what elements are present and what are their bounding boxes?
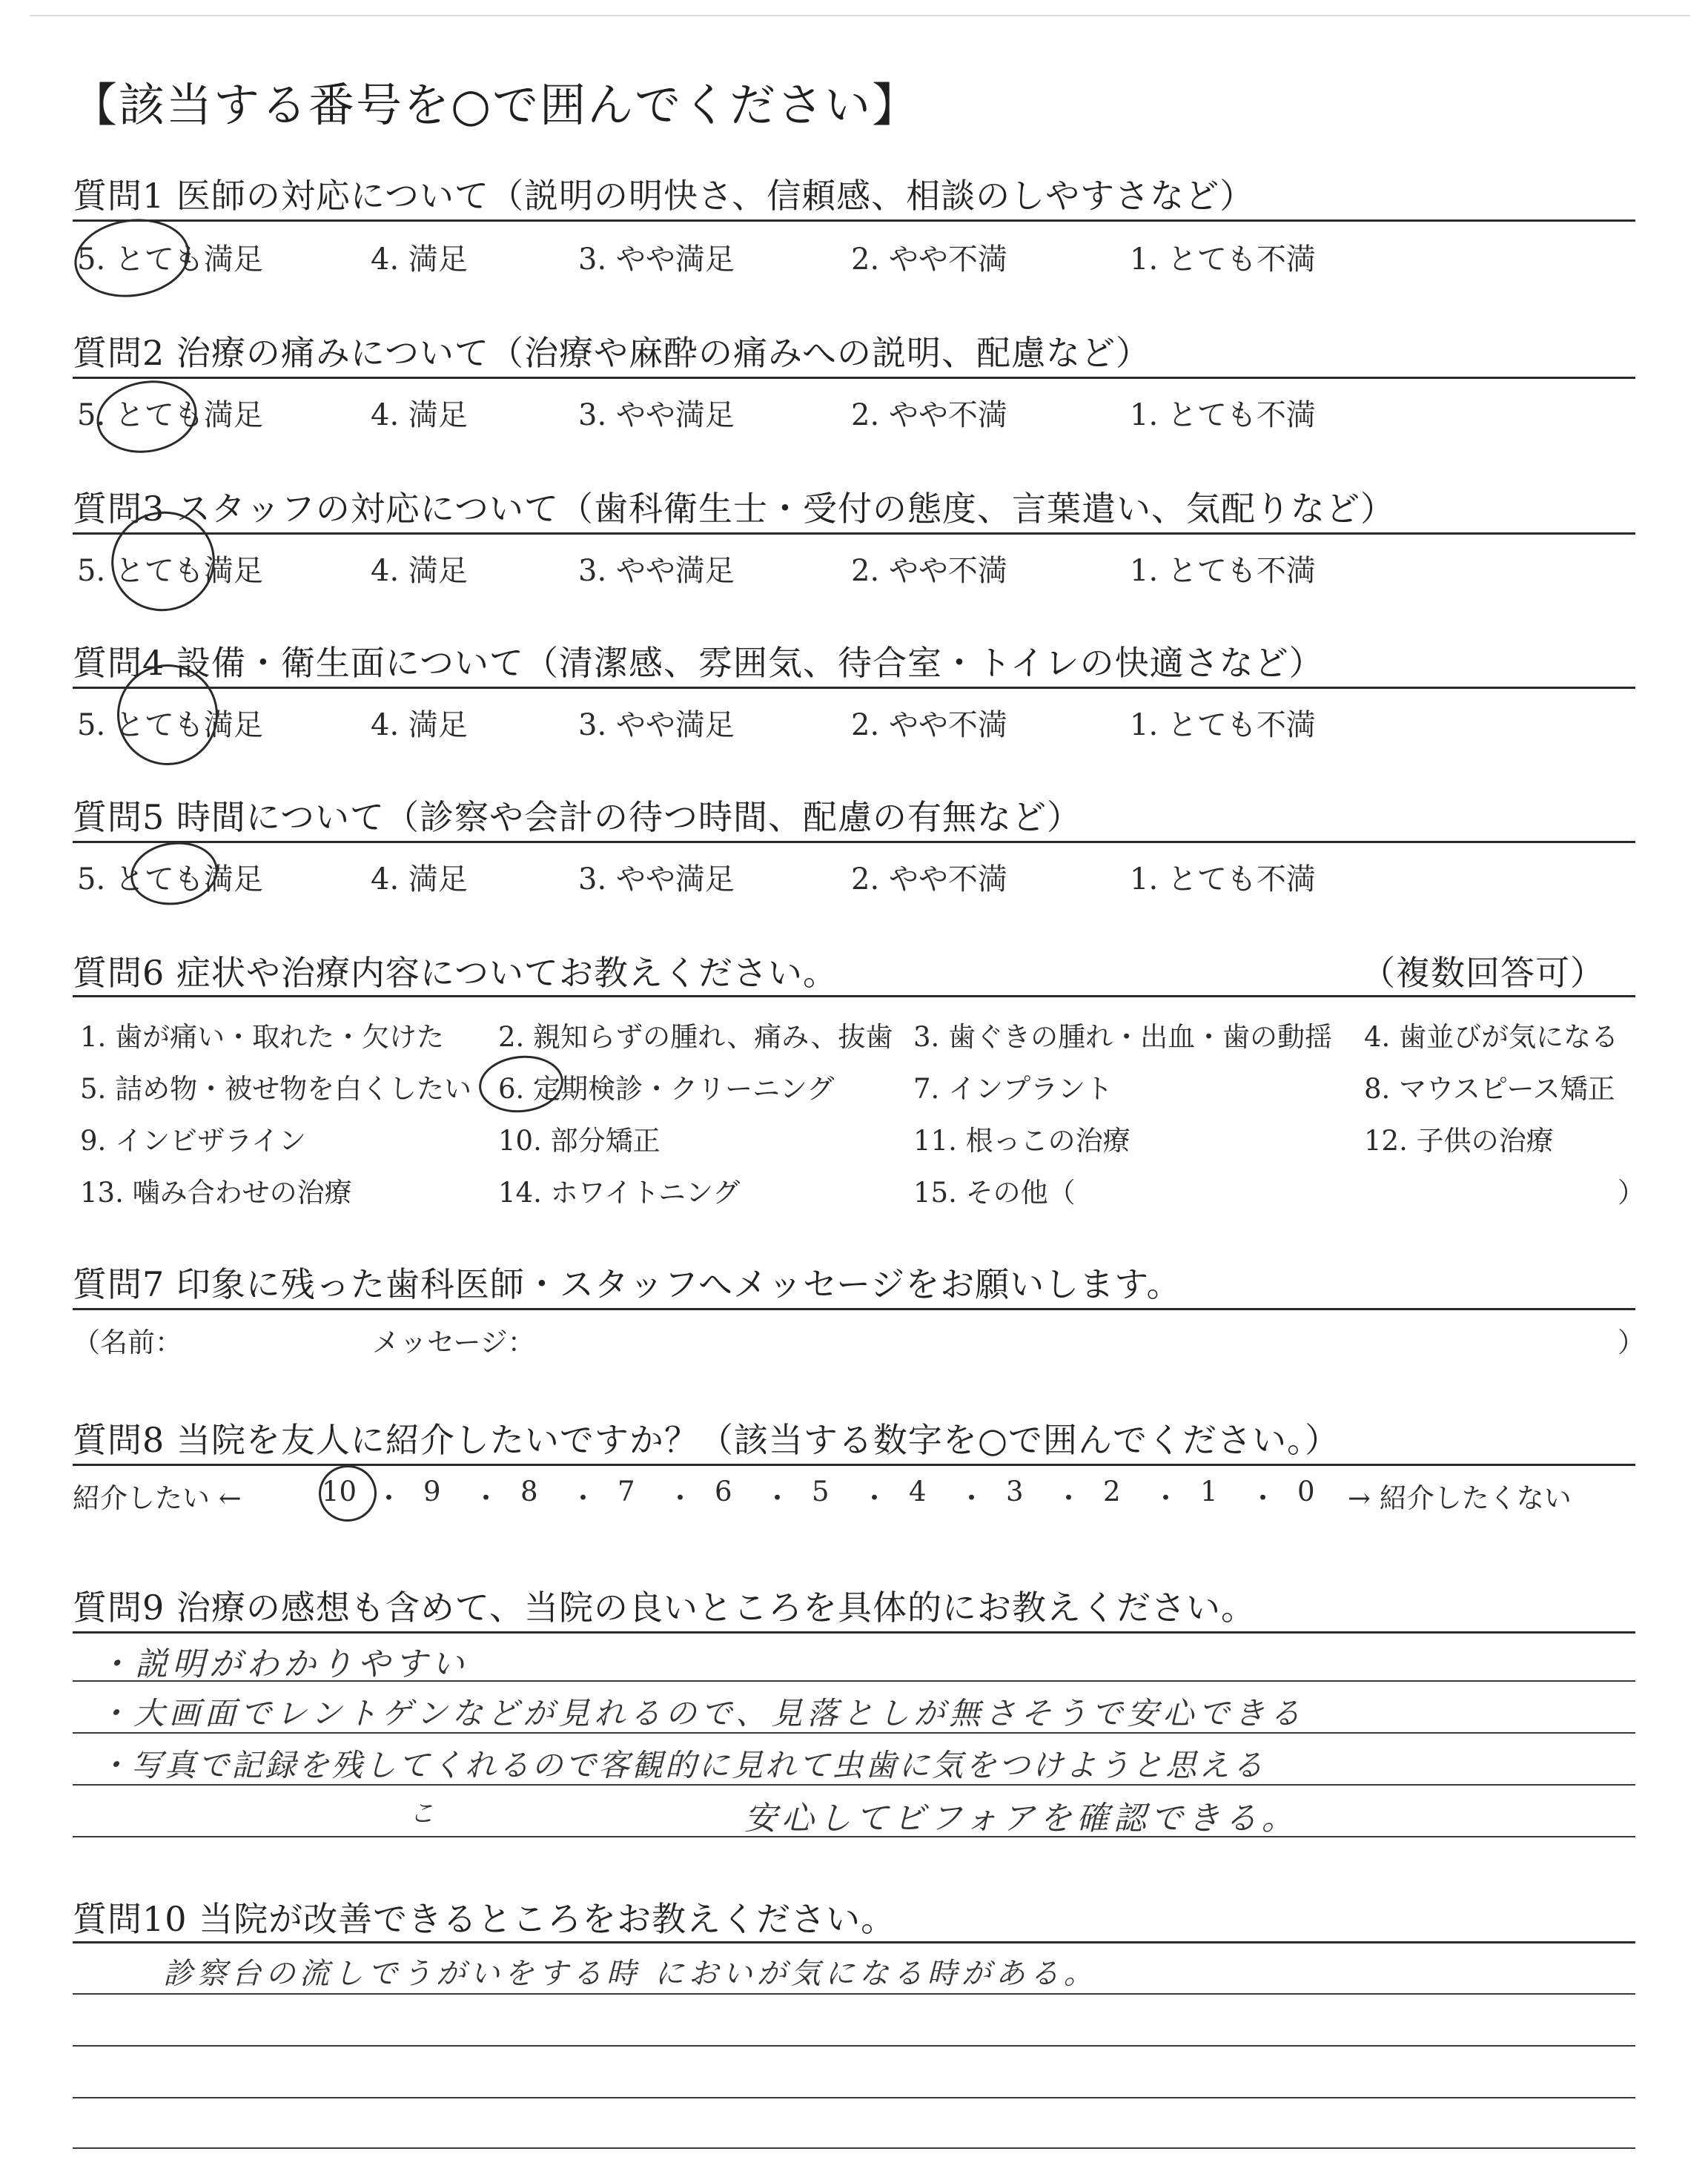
q6-item-14[interactable]: 14. ホワイトニング bbox=[498, 1177, 741, 1209]
q6-title: 質問6 症状や治療内容についてお教えください。 bbox=[73, 953, 838, 993]
q8-scale-value-3[interactable]: 3 bbox=[1006, 1476, 1024, 1507]
q9-answer-4: こ bbox=[409, 1799, 439, 1829]
q8-scale-separator: ・ bbox=[1055, 1482, 1082, 1514]
q3-option-2[interactable]: 2. やや不満 bbox=[851, 554, 1007, 588]
q6-item-8[interactable]: 8. マウスピース矯正 bbox=[1364, 1073, 1615, 1105]
q7-rule bbox=[73, 1308, 1635, 1310]
q6-item-3[interactable]: 3. 歯ぐきの腫れ・出血・歯の動揺 bbox=[913, 1021, 1333, 1053]
q9-answer-1: ・説明がわかりやすい bbox=[98, 1645, 469, 1683]
q6-item-6[interactable]: 6. 定期検診・クリーニング bbox=[498, 1073, 835, 1105]
q5-option-4[interactable]: 4. 満足 bbox=[371, 862, 468, 896]
q6-multiple-note: （複数回答可） bbox=[1361, 953, 1605, 993]
q8-scale-value-4[interactable]: 4 bbox=[909, 1476, 927, 1507]
q8-scale-value-5[interactable]: 5 bbox=[812, 1476, 830, 1507]
q4-option-2[interactable]: 2. やや不満 bbox=[851, 708, 1007, 742]
q2-selection-circle bbox=[91, 373, 203, 460]
q8-rule bbox=[73, 1464, 1635, 1466]
q9-title: 質問9 治療の感想も含めて、当院の良いところを具体的にお教えください。 bbox=[73, 1588, 1256, 1628]
q1-option-1[interactable]: 1. とても不満 bbox=[1130, 242, 1316, 277]
q10-rule-2 bbox=[73, 1993, 1635, 1995]
q5-selection-circle bbox=[127, 836, 222, 911]
q7-close: ） bbox=[1618, 1327, 1645, 1358]
q8-right-label: → 紹介したくない bbox=[1348, 1482, 1572, 1514]
q10-rule-3 bbox=[73, 2045, 1635, 2047]
q9-answer-5: 安心してビフォアを確認できる。 bbox=[744, 1800, 1299, 1837]
q6-rule bbox=[73, 995, 1635, 997]
q6-item-15-close: ） bbox=[1618, 1177, 1645, 1209]
q8-scale-value-2[interactable]: 2 bbox=[1103, 1476, 1121, 1507]
q4-option-4[interactable]: 4. 満足 bbox=[371, 708, 468, 742]
q9-rule-1 bbox=[73, 1631, 1635, 1634]
q1-option-5[interactable]: 5. とても満足 bbox=[77, 242, 263, 277]
q5-option-2[interactable]: 2. やや不満 bbox=[851, 862, 1007, 896]
instructions-header: 【該当する番号を○で囲んでください】 bbox=[71, 78, 920, 132]
q2-option-2[interactable]: 2. やや不満 bbox=[851, 398, 1007, 432]
q8-scale-value-6[interactable]: 6 bbox=[715, 1476, 732, 1507]
q8-scale-separator: ・ bbox=[666, 1482, 694, 1514]
q3-option-3[interactable]: 3. やや満足 bbox=[578, 554, 735, 588]
q2-option-4[interactable]: 4. 満足 bbox=[371, 398, 468, 432]
top-border bbox=[30, 15, 1690, 16]
q8-scale-separator: ・ bbox=[569, 1482, 597, 1514]
q7-title: 質問7 印象に残った歯科医師・スタッフへメッセージをお願いします。 bbox=[73, 1264, 1182, 1304]
q8-title: 質問8 当院を友人に紹介したいですか？（該当する数字を○で囲んでください。） bbox=[73, 1420, 1340, 1460]
q9-answer-2: ・大画面でレントゲンなどが見れるので、見落としが無さそうで安心できる bbox=[98, 1695, 1305, 1731]
q4-option-3[interactable]: 3. やや満足 bbox=[578, 708, 735, 742]
q1-option-2[interactable]: 2. やや不満 bbox=[851, 242, 1007, 277]
q8-selection-circle bbox=[314, 1461, 381, 1526]
q6-item-2[interactable]: 2. 親知らずの腫れ、痛み、抜歯 bbox=[498, 1021, 893, 1053]
q7-message-label: メッセージ： bbox=[372, 1327, 535, 1358]
q10-rule-1 bbox=[73, 1941, 1635, 1943]
q8-scale-separator: ・ bbox=[472, 1482, 500, 1514]
q8-scale-value-1[interactable]: 1 bbox=[1200, 1476, 1218, 1507]
q10-title: 質問10 当院が改善できるところをお教えください。 bbox=[73, 1899, 896, 1939]
q2-rule bbox=[73, 377, 1635, 379]
q1-selection-circle bbox=[70, 212, 195, 305]
q8-left-label: 紹介したい ← bbox=[73, 1482, 242, 1514]
q8-scale-value-10[interactable]: 10 bbox=[322, 1476, 357, 1507]
q4-title: 質問4 設備・衛生面について（清潔感、雰囲気、待合室・トイレの快適さなど） bbox=[73, 643, 1324, 683]
q1-title: 質問1 医師の対応について（説明の明快さ、信頼感、相談のしやすさなど） bbox=[73, 176, 1255, 216]
q3-option-5[interactable]: 5. とても満足 bbox=[77, 554, 263, 588]
q4-option-5[interactable]: 5. とても満足 bbox=[77, 708, 263, 742]
q6-item-15[interactable]: 15. その他（ bbox=[913, 1177, 1076, 1209]
q1-option-3[interactable]: 3. やや満足 bbox=[578, 242, 735, 277]
q8-scale-separator: ・ bbox=[1152, 1482, 1179, 1514]
q5-title: 質問5 時間について（診察や会計の待つ時間、配慮の有無など） bbox=[73, 797, 1082, 837]
q3-option-4[interactable]: 4. 満足 bbox=[371, 554, 468, 588]
q6-item-1[interactable]: 1. 歯が痛い・取れた・欠けた bbox=[80, 1021, 445, 1053]
q8-scale-separator: ・ bbox=[861, 1482, 888, 1514]
q6-selection-circle bbox=[476, 1051, 566, 1117]
q1-option-4[interactable]: 4. 満足 bbox=[371, 242, 468, 277]
q3-title: 質問3 スタッフの対応について（歯科衛生士・受付の態度、言葉遣い、気配りなど） bbox=[73, 489, 1395, 529]
q5-option-1[interactable]: 1. とても不満 bbox=[1130, 862, 1316, 896]
q2-option-1[interactable]: 1. とても不満 bbox=[1130, 398, 1316, 432]
q4-option-1[interactable]: 1. とても不満 bbox=[1130, 708, 1316, 742]
q5-option-3[interactable]: 3. やや満足 bbox=[578, 862, 735, 896]
q2-title: 質問2 治療の痛みについて（治療や麻酔の痛みへの説明、配慮など） bbox=[73, 333, 1151, 373]
q8-scale-separator: ・ bbox=[764, 1482, 791, 1514]
q2-option-3[interactable]: 3. やや満足 bbox=[578, 398, 735, 432]
q8-scale-separator: ・ bbox=[1249, 1482, 1277, 1514]
q3-rule bbox=[73, 532, 1635, 535]
q8-scale-value-9[interactable]: 9 bbox=[423, 1476, 441, 1507]
q8-scale-value-8[interactable]: 8 bbox=[520, 1476, 538, 1507]
q2-option-5[interactable]: 5. とても満足 bbox=[77, 398, 263, 432]
q8-scale-separator: ・ bbox=[375, 1482, 403, 1514]
q8-scale bbox=[322, 1476, 1315, 1514]
q5-option-5[interactable]: 5. とても満足 bbox=[77, 862, 263, 896]
q7-name-label: （名前： bbox=[73, 1327, 182, 1358]
q8-scale-value-7[interactable]: 7 bbox=[618, 1476, 635, 1507]
q4-rule bbox=[73, 687, 1635, 689]
q6-item-4[interactable]: 4. 歯並びが気になる bbox=[1364, 1021, 1619, 1053]
q3-option-1[interactable]: 1. とても不満 bbox=[1130, 554, 1316, 588]
q9-answer-3: ・写真で記録を残してくれるので客観的に見れて虫歯に気をつけようと思える bbox=[98, 1747, 1266, 1783]
q6-item-9[interactable]: 9. インビザライン bbox=[80, 1125, 306, 1157]
q6-item-7[interactable]: 7. インプラント bbox=[913, 1073, 1113, 1105]
q6-item-10[interactable]: 10. 部分矯正 bbox=[498, 1125, 661, 1157]
q8-scale-separator: ・ bbox=[958, 1482, 985, 1514]
q10-rule-5 bbox=[73, 2147, 1635, 2149]
q8-scale-value-0[interactable]: 0 bbox=[1297, 1476, 1315, 1507]
q6-item-12[interactable]: 12. 子供の治療 bbox=[1364, 1125, 1554, 1157]
q1-rule bbox=[73, 219, 1635, 222]
q5-rule bbox=[73, 841, 1635, 843]
q10-answer: 診察台の流しでうがいをする時 においが気になる時がある。 bbox=[163, 1957, 1098, 1991]
q6-item-13[interactable]: 13. 噛み合わせの治療 bbox=[80, 1177, 352, 1209]
q6-item-5[interactable]: 5. 詰め物・被せ物を白くしたい bbox=[80, 1073, 472, 1105]
q6-item-11[interactable]: 11. 根っこの治療 bbox=[913, 1125, 1131, 1157]
q10-rule-4 bbox=[73, 2097, 1635, 2098]
